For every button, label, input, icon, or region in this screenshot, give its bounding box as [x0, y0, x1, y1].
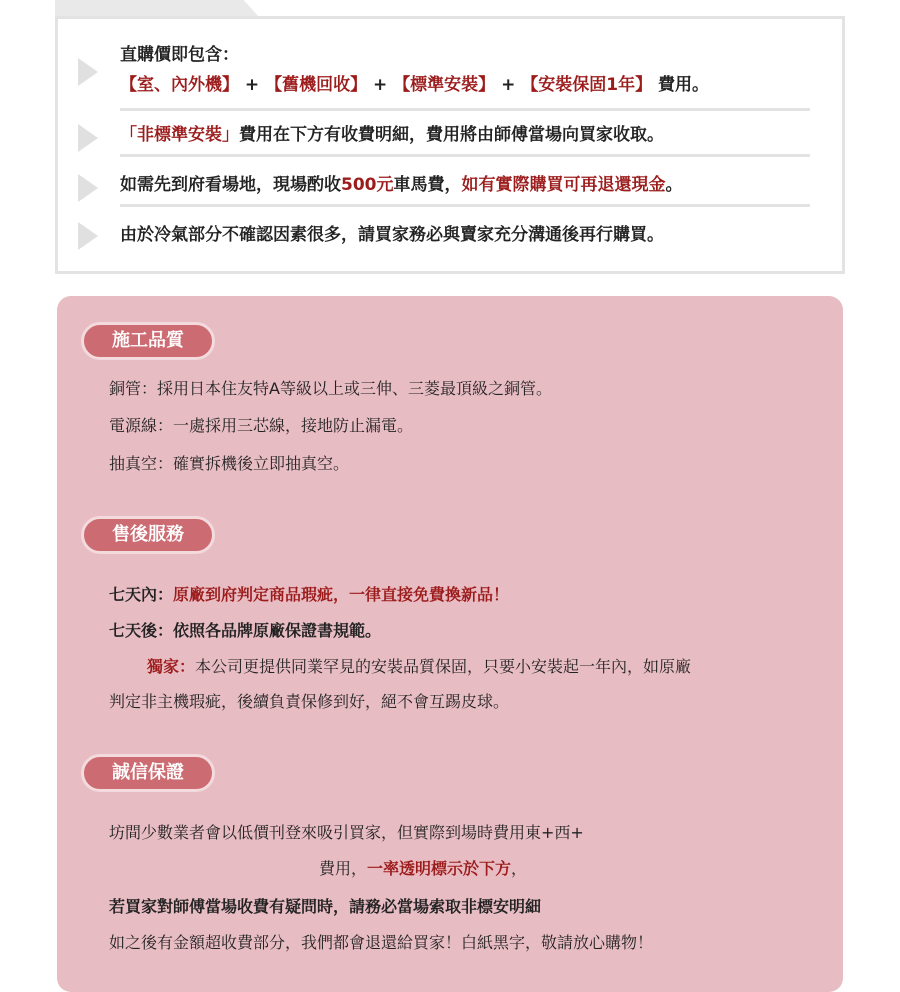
price-includes-items: 【室、內外機】 + 【舊機回收】 + 【標準安裝】 + 【安裝保固1年】 費用。	[120, 75, 710, 95]
triangle-bullet-icon	[78, 124, 98, 152]
service-line: 獨家：本公司更提供同業罕見的安裝品質保固，只要小安裝起一年內，如原廠	[147, 657, 692, 676]
section-title-honesty: 誠信保證	[81, 754, 215, 792]
divider	[120, 108, 810, 111]
divider	[120, 154, 810, 157]
triangle-bullet-icon	[78, 174, 98, 202]
divider	[120, 204, 810, 207]
quality-line: 抽真空：確實拆機後立即抽真空。	[109, 454, 350, 473]
quality-line: 電源線：一處採用三芯線，接地防止漏電。	[109, 416, 414, 435]
notice-row: 由於冷氣部分不確認因素很多，請買家務必與賣家充分溝通後再行購買。	[78, 219, 810, 253]
honesty-line: 坊間少數業者會以低價刊登來吸引買家，但實際到場時費用東+西+	[109, 823, 584, 842]
quality-line: 銅管：採用日本住友特A等級以上或三伸、三菱最頂級之銅管。	[109, 379, 552, 398]
section-title-quality: 施工品質	[81, 322, 215, 360]
honesty-line: 費用，一率透明標示於下方，	[319, 859, 528, 878]
price-includes-row	[78, 41, 810, 103]
service-line: 判定非主機瑕疵，後續負責保修到好，絕不會互踢皮球。	[109, 692, 510, 711]
honesty-line: 若買家對師傅當場收費有疑問時，請務必當場索取非標安明細	[109, 897, 542, 916]
non-standard-row: 「非標準安裝」費用在下方有收費明細，費用將由師傅當場向買家收取。	[78, 119, 810, 157]
site-visit-row: 如需先到府看場地，現場酌收500元車馬費，如有實際購買可再退還現金。	[78, 169, 810, 207]
service-line: 七天內：原廠到府判定商品瑕疵，一律直接免費換新品！	[109, 585, 510, 604]
triangle-bullet-icon	[78, 58, 98, 86]
price-includes-title: 直購價即包含：	[120, 45, 239, 65]
guarantee-panel	[57, 296, 843, 992]
honesty-line: 如之後有金額超收費部分，我們都會退還給買家！白紙黑字，敬請放心購物！	[109, 933, 654, 952]
price-info-box	[55, 16, 845, 274]
service-line: 七天後：依照各品牌原廠保證書規範。	[109, 621, 382, 640]
section-title-service: 售後服務	[81, 516, 215, 554]
triangle-bullet-icon	[78, 222, 98, 250]
